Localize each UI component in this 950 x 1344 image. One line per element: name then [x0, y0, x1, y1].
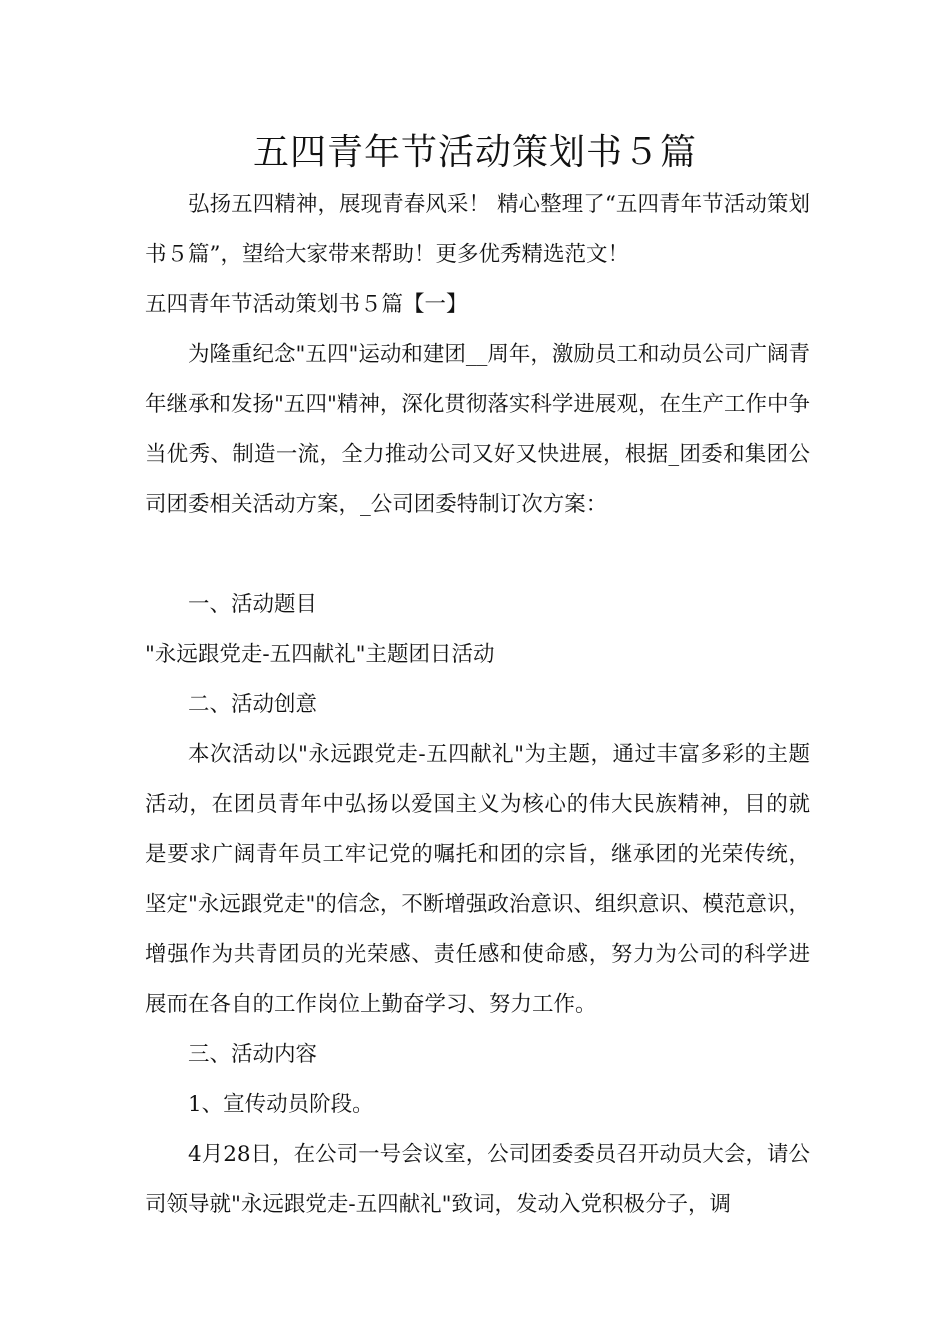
- heading-activity-idea: 二、活动创意: [188, 692, 318, 717]
- activity-topic-paragraph: "永远跟党走-五四献礼"主题团日活动: [145, 642, 495, 667]
- section-heading-one: 五四青年节活动策划书５篇【一】: [145, 292, 468, 317]
- document-title: 五四青年节活动策划书５篇: [252, 132, 697, 173]
- stage-one-heading: 1、宣传动员阶段。: [188, 1092, 374, 1117]
- heading-activity-content: 三、活动内容: [188, 1042, 318, 1067]
- intro-paragraph: 弘扬五四精神，展现青春风采！ 精心整理了“五四青年节活动策划书５篇”，望给大家带来帮助！更多优秀精选范文！: [145, 192, 810, 267]
- purpose-paragraph: 为隆重纪念"五四"运动和建团__周年，激励员工和动员公司广阔青年继承和发扬"五四"精神，深化贯彻落实科学进展观，在生产工作中争当优秀、制造一流，全力推动公司又好又快进展，根据_团委和集团公司团委相关活动方案，_公司团委特制订次方案：: [145, 342, 810, 517]
- document-body: [145, 180, 810, 1230]
- blank-line: [145, 530, 810, 580]
- stage-one-paragraph: 4月28日，在公司一号会议室，公司团委委员召开动员大会，请公司领导就"永远跟党走-五四献礼"致词，发动入党积极分子，调: [145, 1142, 810, 1217]
- heading-activity-topic: 一、活动题目: [188, 592, 318, 617]
- activity-idea-paragraph: 本次活动以"永远跟党走-五四献礼"为主题，通过丰富多彩的主题活动，在团员青年中弘扬以爱国主义为核心的伟大民族精神，目的就是要求广阔青年员工牢记党的嘱托和团的宗旨，继承团的光荣传统，坚定"永远跟党走"的信念，不断增强政治意识、组织意识、模范意识，增强作为共青团员的光荣感、责任感和使命感，努力为公司的科学进展而在各自的工作岗位上勤奋学习、努力工作。: [145, 742, 810, 1017]
